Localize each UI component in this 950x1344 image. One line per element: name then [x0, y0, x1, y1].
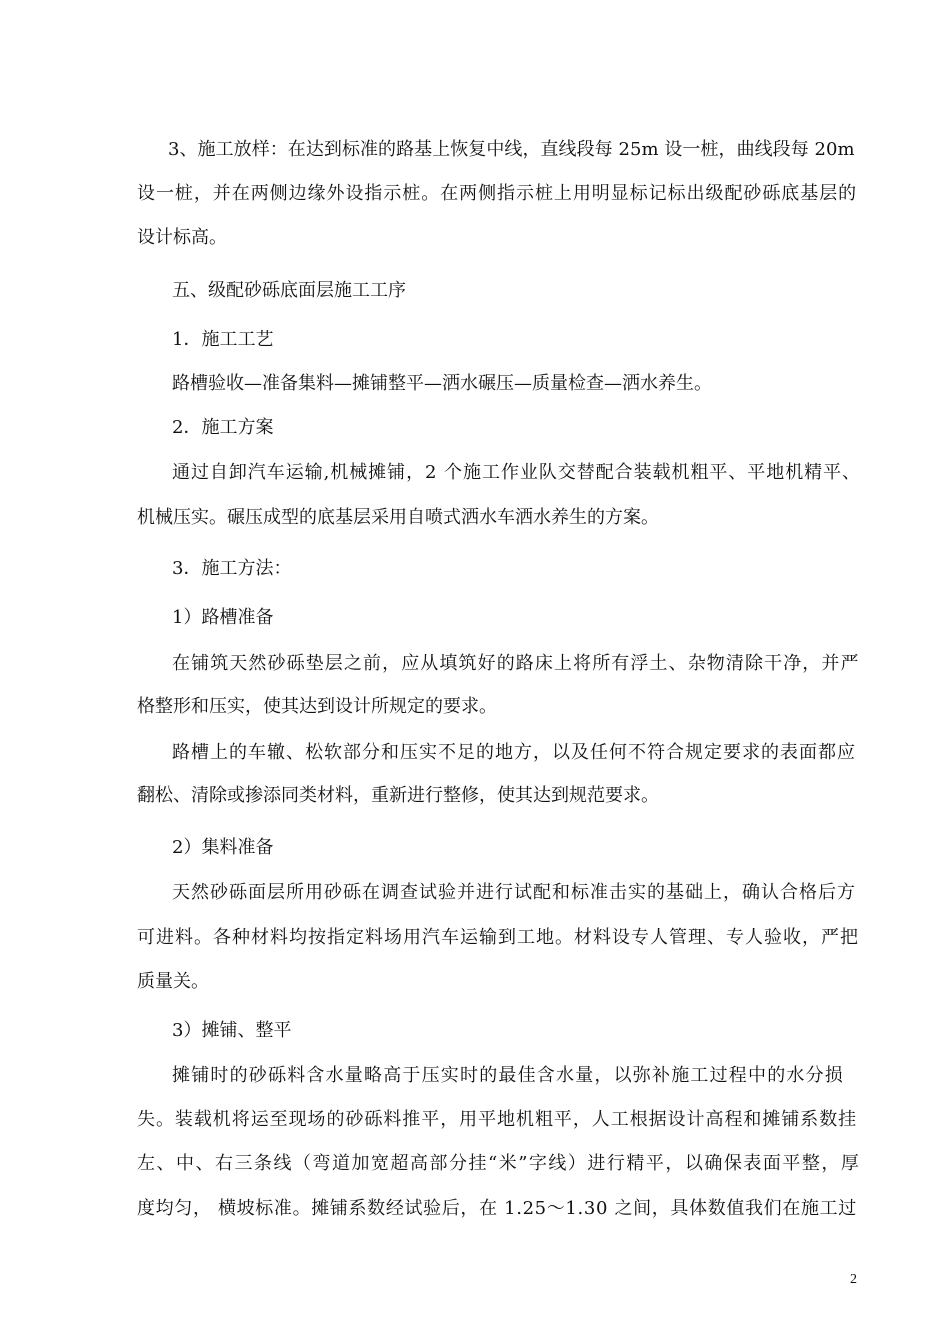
text-line: 3、施工放样：在达到标准的路基上恢复中线，直线段每 25m 设一桩，曲线段每 20m	[168, 139, 855, 160]
text-line: 翻松、清除或掺添同类材料，重新进行整修，使其达到规范要求。	[137, 785, 659, 806]
text-line: 在铺筑天然砂砾垫层之前，应从填筑好的路床上将所有浮土、杂物清除干净，并严	[172, 653, 860, 674]
text-line: 设一桩，并在两侧边缘外设指示桩。在两侧指示桩上用明显标记标出级配砂砾底基层的	[137, 183, 858, 204]
subsection-heading: 2）集料准备	[172, 837, 274, 858]
subsection-heading: 3）摊铺、整平	[172, 1020, 292, 1041]
subsection-heading: 1）路槽准备	[172, 607, 274, 628]
text-line: 设计标高。	[137, 227, 227, 248]
subsection-heading: 2．施工方案	[172, 417, 274, 438]
text-line: 通过自卸汽车运输,机械摊铺，2 个施工作业队交替配合装载机粗平、平地机精平、	[172, 462, 861, 483]
text-line: 机械压实。碾压成型的底基层采用自喷式洒水车洒水养生的方案。	[137, 507, 659, 528]
text-line: 摊铺时的砂砾料含水量略高于压实时的最佳含水量，以弥补施工过程中的水分损	[172, 1065, 844, 1086]
section-heading: 五、级配砂砾底面层施工工序	[172, 280, 406, 301]
text-line: 格整形和压实，使其达到设计所规定的要求。	[137, 696, 497, 717]
text-line: 路槽上的车辙、松软部分和压实不足的地方，以及任何不符合规定要求的表面都应	[172, 742, 856, 763]
subsection-heading: 3．施工方法：	[172, 558, 292, 579]
text-line: 左、中、右三条线（弯道加宽超高部分挂“米”字线）进行精平，以确保表面平整，厚	[137, 1153, 861, 1174]
text-line: 可进料。各种材料均按指定料场用汽车运输到工地。材料设专人管理、专人验收，严把	[137, 927, 859, 948]
text-line: 质量关。	[137, 971, 209, 992]
text-line: 路槽验收—准备集料—摊铺整平—洒水碾压—质量检查—洒水养生。	[172, 373, 712, 394]
text-line: 天然砂砾面层所用砂砾在调查试验并进行试配和标准击实的基础上，确认合格后方	[172, 882, 856, 903]
text-line: 度均匀， 横坡标准。摊铺系数经试验后，在 1.25～1.30 之间，具体数值我们在施工过	[137, 1198, 857, 1219]
subsection-heading: 1．施工工艺	[172, 329, 274, 350]
text-line: 失。装载机将运至现场的砂砾料推平，用平地机粗平，人工根据设计高程和摊铺系数挂	[137, 1109, 858, 1130]
page-number: 2	[850, 1272, 857, 1287]
